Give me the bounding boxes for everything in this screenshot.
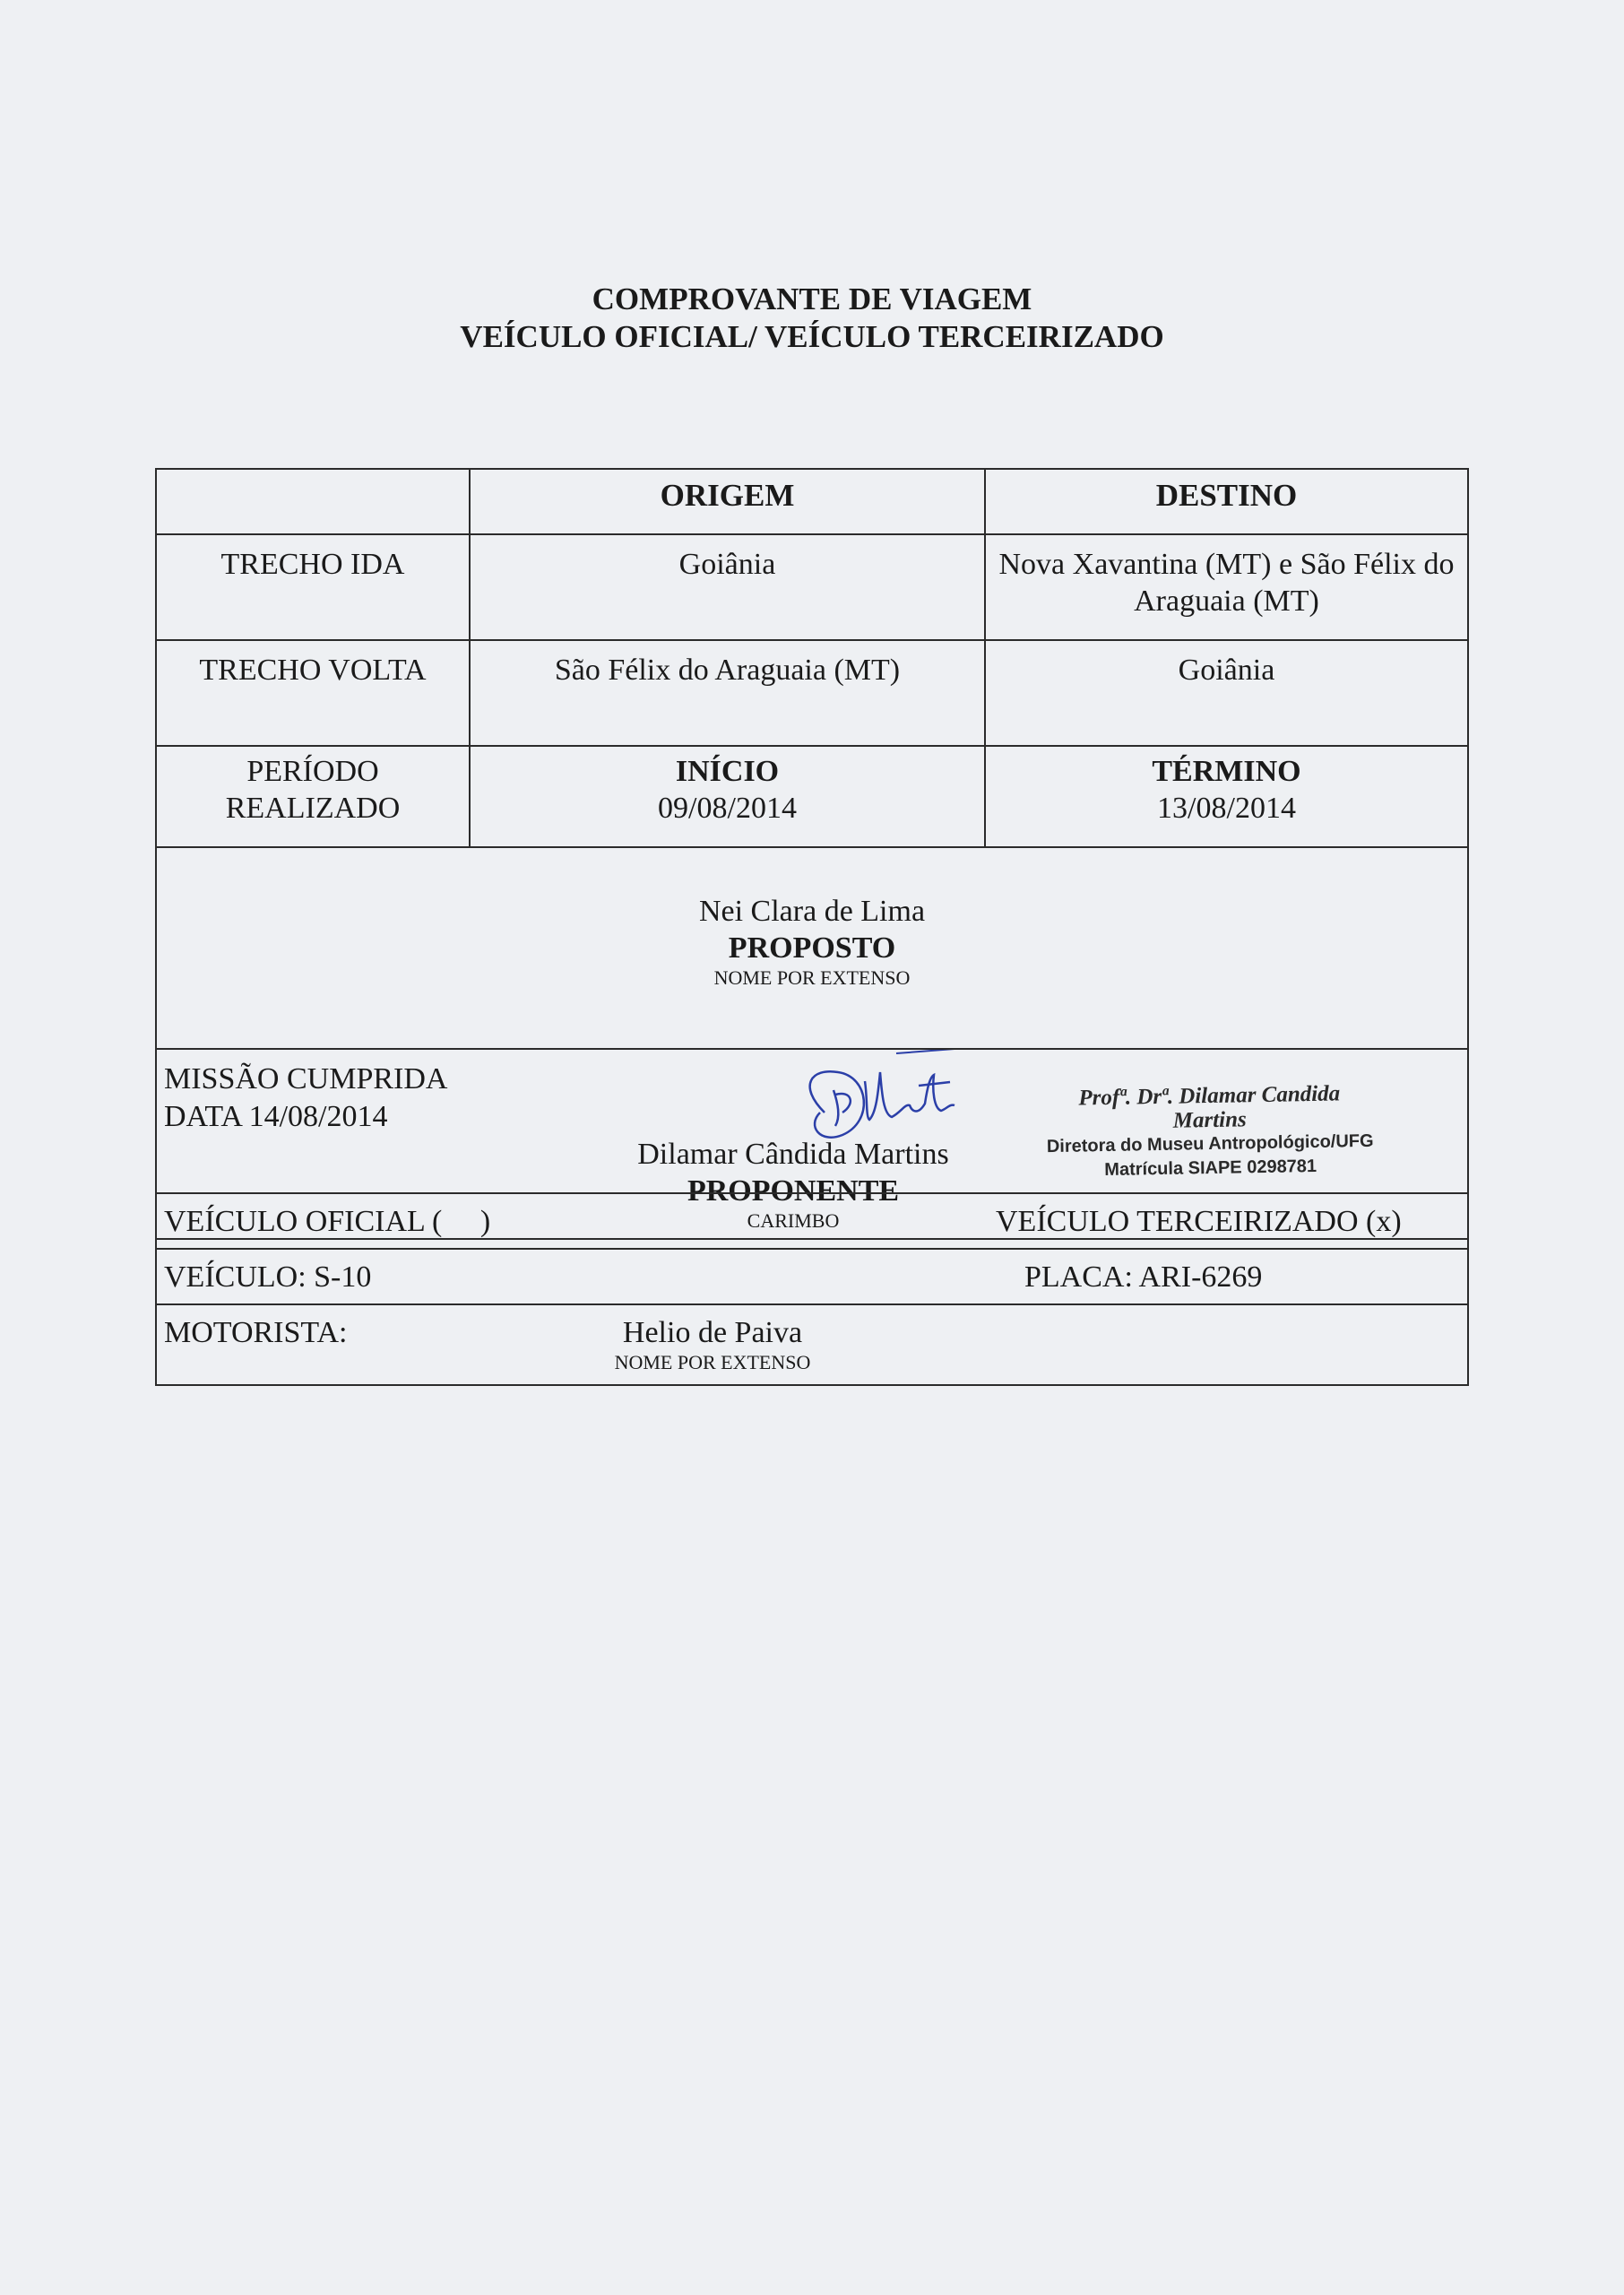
proponente-name: Dilamar Cândida Martins [637,1138,949,1171]
destination-header: DESTINO [985,469,1468,534]
driver-block [524,1314,901,1374]
end-cell [985,746,1468,847]
document-subtitle: VEÍCULO OFICIAL/ VEÍCULO TERCEIRIZADO [460,319,1164,354]
stamp-line-id: Matrícula SIAPE 0298781 [1104,1156,1317,1181]
proposto-caption: NOME POR EXTENSO [713,966,911,989]
official-vehicle-option: VEÍCULO OFICIAL ( ) [164,1205,491,1238]
empty-corner-cell [156,469,470,534]
stamp-line-role: Diretora do Museu Antropológico/UFG [1046,1130,1374,1157]
driver-cell [156,1304,1468,1385]
mission-status-block [164,1061,447,1136]
start-label: INÍCIO [675,755,780,788]
vehicle-type-cell [156,1193,1468,1249]
trip-header-row [156,469,1468,534]
period-row [156,746,1468,847]
vehicle-table [155,1192,1469,1386]
vehicle-model: VEÍCULO: S-10 [164,1260,372,1294]
return-origin: São Félix do Araguaia (MT) [470,640,985,746]
end-date: 13/08/2014 [1157,792,1296,825]
official-stamp [1039,1081,1381,1184]
driver-label: MOTORISTA: [164,1316,348,1349]
mission-date: DATA 14/08/2014 [164,1100,388,1133]
outbound-destination: Nova Xavantina (MT) e São Félix do Araguaia (MT) [985,534,1468,640]
proposto-cell [156,847,1468,1049]
start-cell [470,746,985,847]
driver-caption: NOME POR EXTENSO [614,1351,811,1373]
proponente-caption: CARIMBO [747,1209,840,1232]
driver-name: Helio de Paiva [622,1316,803,1349]
proponente-role: PROPONENTE [687,1174,900,1208]
mission-status: MISSÃO CUMPRIDA [164,1062,448,1096]
start-date: 09/08/2014 [658,792,797,825]
proposto-role: PROPOSTO [728,931,896,965]
proposto-row [156,847,1468,1049]
vehicle-info-cell [156,1249,1468,1304]
origin-header: ORIGEM [470,469,985,534]
vehicle-info-row [156,1249,1468,1304]
proposto-name: Nei Clara de Lima [698,895,926,928]
stamp-line-name: Profª. Drª. Dilamar Candida Martins [1078,1081,1341,1133]
return-row [156,640,1468,746]
outsourced-vehicle-option: VEÍCULO TERCEIRIZADO (x) [996,1205,1402,1238]
document-title: COMPROVANTE DE VIAGEM [592,281,1032,316]
trip-table [155,468,1469,1240]
period-label: PERÍODO REALIZADO [156,746,470,847]
signature-mark [771,1050,1040,1148]
vehicle-type-row [156,1193,1468,1249]
outbound-origin: Goiânia [470,534,985,640]
end-label: TÉRMINO [1152,755,1301,788]
vehicle-plate: PLACA: ARI-6269 [1024,1260,1263,1294]
return-destination: Goiânia [985,640,1468,746]
outbound-label: TRECHO IDA [156,534,470,640]
return-label: TRECHO VOLTA [156,640,470,746]
driver-row [156,1304,1468,1385]
outbound-row [156,534,1468,640]
